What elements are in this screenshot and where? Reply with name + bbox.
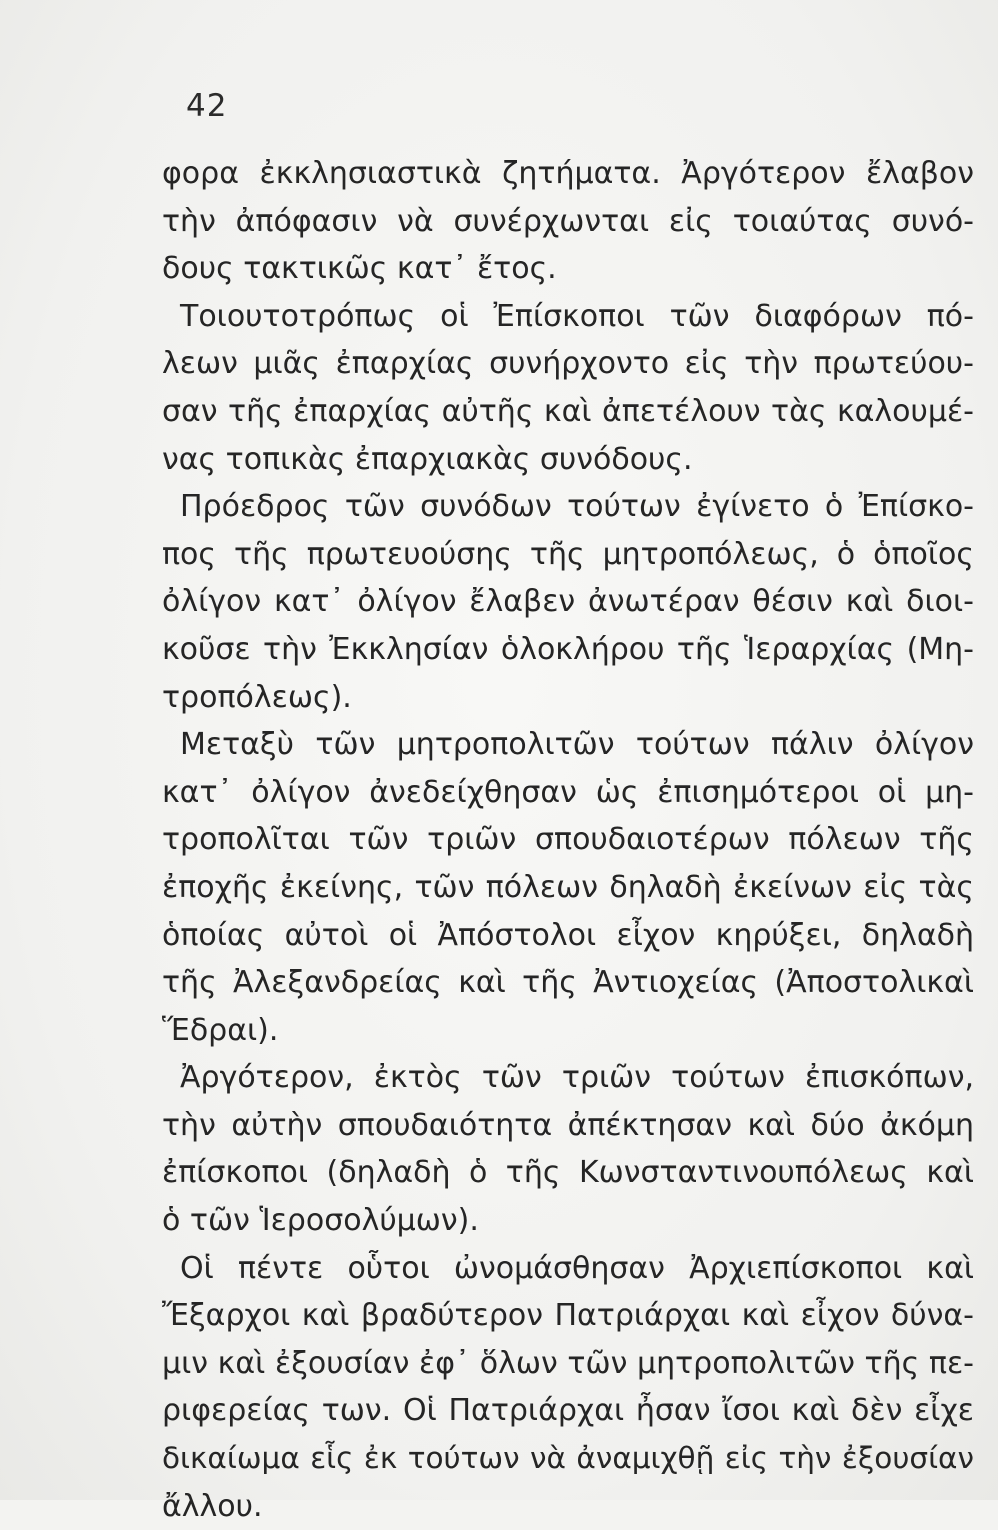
text-line: Οἱ πέντε οὗτοι ὠνομάσθησαν Ἀρχιεπίσκοποι καὶ: [180, 1250, 974, 1286]
text-line: ἄλλου.: [162, 1488, 263, 1524]
text-line: μιν καὶ ἐξουσίαν ἐφ᾽ ὅλων τῶν μητροπολιτῶν τῆς πε-: [162, 1345, 974, 1381]
text-line: τὴν ἀπόφασιν νὰ συνέρχωνται εἰς τοιαύτας συνό-: [162, 203, 974, 239]
text-line: Μεταξὺ τῶν μητροπολιτῶν τούτων πάλιν ὀλίγον: [180, 727, 974, 763]
text-line: Ἔξαρχοι καὶ βραδύτερον Πατριάρχαι καὶ εἶχον δύνα-: [162, 1298, 974, 1334]
text-line: λεων μιᾶς ἐπαρχίας συνήρχοντο εἰς τὴν πρωτεύου-: [162, 346, 974, 382]
page-number: 42: [186, 88, 228, 124]
text-line: Πρόεδρος τῶν συνόδων τούτων ἐγίνετο ὁ Ἐπίσκο-: [180, 489, 974, 525]
text-line: Τοιουτοτρόπως οἱ Ἐπίσκοποι τῶν διαφόρων πό-: [180, 298, 974, 334]
text-line: κοῦσε τὴν Ἐκκλησίαν ὁλοκλήρου τῆς Ἱεραρχίας (Μη-: [162, 631, 974, 667]
text-line: ὀλίγον κατ᾽ ὀλίγον ἔλαβεν ἀνωτέραν θέσιν καὶ διοι-: [162, 584, 974, 620]
text-line: τροπολῖται τῶν τριῶν σπουδαιοτέρων πόλεων τῆς: [162, 822, 974, 858]
text-line: ὁ τῶν Ἱεροσολύμων).: [162, 1203, 479, 1239]
text-line: δικαίωμα εἷς ἐκ τούτων νὰ ἀναμιχθῇ εἰς τὴν ἐξουσίαν: [162, 1441, 974, 1476]
text-line: τὴν αὐτὴν σπουδαιότητα ἀπέκτησαν καὶ δύο ἀκόμη: [162, 1107, 974, 1143]
text-line: φορα ἐκκλησιαστικὰ ζητήματα. Ἀργότερον ἔλαβον: [162, 156, 974, 191]
text-line: Ἕδραι).: [162, 1012, 279, 1048]
body-text: [162, 150, 974, 1530]
text-line: νας τοπικὰς ἐπαρχιακὰς συνόδους.: [162, 441, 693, 477]
text-line: πος τῆς πρωτευούσης τῆς μητροπόλεως, ὁ ὁποῖος: [162, 536, 974, 572]
text-line: δους τακτικῶς κατ᾽ ἔτος.: [162, 251, 557, 287]
text-line: τῆς Ἀλεξανδρείας καὶ τῆς Ἀντιοχείας (Ἀποστολικαὶ: [162, 965, 974, 1001]
text-line: ἐπίσκοποι (δηλαδὴ ὁ τῆς Κωνσταντινουπόλεως καὶ: [162, 1155, 974, 1191]
text-line: Ἀργότερον, ἐκτὸς τῶν τριῶν τούτων ἐπισκόπων,: [180, 1060, 974, 1096]
text-line: ριφερείας των. Οἱ Πατριάρχαι ἦσαν ἴσοι καὶ δὲν εἶχε: [162, 1393, 974, 1429]
text-line: σαν τῆς ἐπαρχίας αὐτῆς καὶ ἀπετέλουν τὰς καλουμέ-: [162, 393, 974, 429]
text-line: ἐποχῆς ἐκείνης, τῶν πόλεων δηλαδὴ ἐκείνων εἰς τὰς: [162, 869, 974, 905]
text-line: ὁποίας αὐτοὶ οἱ Ἀπόστολοι εἶχον κηρύξει, δηλαδὴ: [162, 917, 974, 953]
text-line: τροπόλεως).: [162, 679, 352, 715]
text-line: κατ᾽ ὀλίγον ἀνεδείχθησαν ὡς ἐπισημότεροι οἱ μη-: [162, 774, 974, 810]
